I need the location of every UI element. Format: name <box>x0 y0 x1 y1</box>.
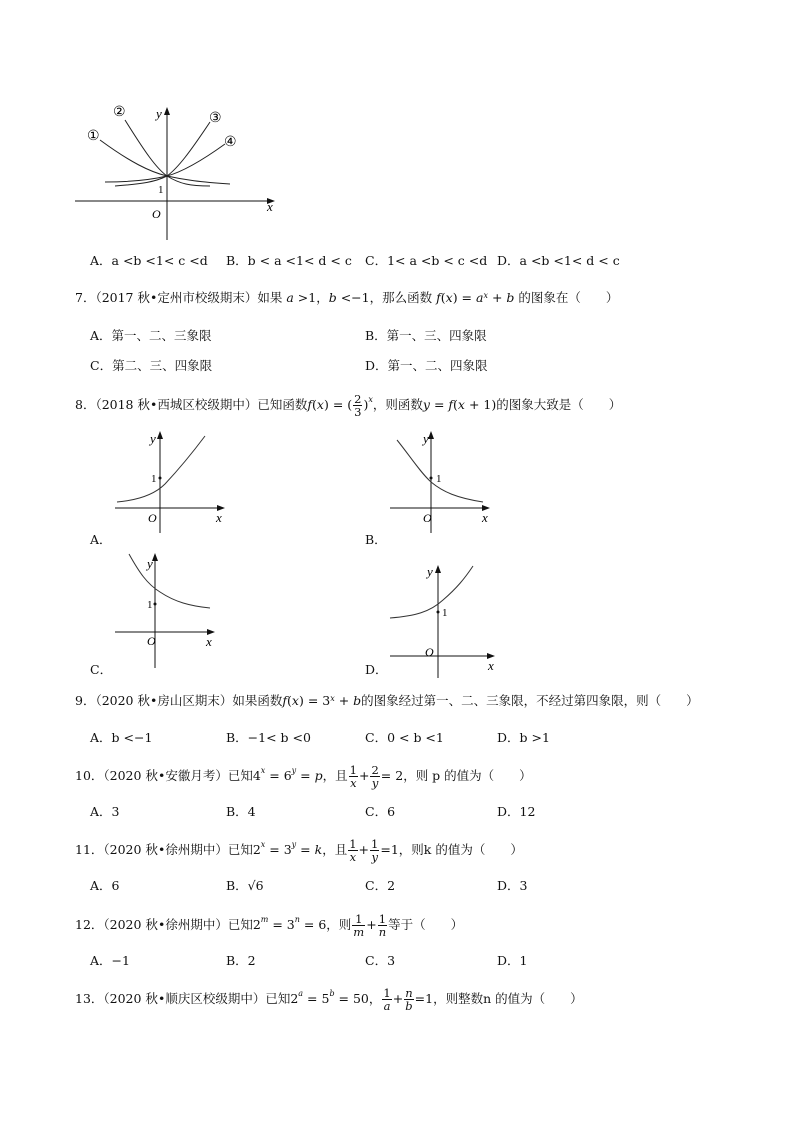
q8d-axis-x: x <box>488 658 494 673</box>
q12-stem-prefix: 12．（2020 秋•徐州期中）已知 <box>75 917 253 932</box>
q6-option-c[interactable]: C．1< a <b < c <d <box>365 253 488 268</box>
q9-stem-prefix: 9．（2020 秋•房山区期末）如果函数 <box>75 693 283 708</box>
q10-stem-suffix: ，则 p 的值为（ ） <box>403 768 532 783</box>
q11-option-b[interactable]: B．√6 <box>226 878 264 893</box>
axis-y-label: y <box>156 106 162 121</box>
q10-option-a[interactable]: A．3 <box>90 804 120 819</box>
q6-option-a[interactable]: A．a <b <1< c <d <box>90 253 208 268</box>
q13-stem: 13．（2020 秋•顺庆区校级期中）已知$2^a = 5^b = 50$， $\frac{1}{a}$ + $\frac{n}{b}$ =1，则整数n 的值为（ ） <box>75 986 583 1013</box>
q8-label-a[interactable]: A． <box>90 532 112 547</box>
q10-option-b[interactable]: B．4 <box>226 804 256 819</box>
q12-option-a[interactable]: A．−1 <box>90 953 130 968</box>
q12-stem-suffix: 等于（ ） <box>388 917 464 932</box>
q8-graph-c <box>105 548 225 668</box>
q10-option-c[interactable]: C．6 <box>365 804 396 819</box>
q8a-axis-x: x <box>216 510 222 525</box>
q10-stem-prefix: 10．（2020 秋•安徽月考）已知 <box>75 768 253 783</box>
q8d-axis-y: y <box>427 564 433 579</box>
q9-option-a[interactable]: A．b <−1 <box>90 730 153 745</box>
q7-option-c[interactable]: C．第二、三、四象限 <box>90 358 213 373</box>
q8a-origin: O <box>148 511 157 525</box>
q7-option-a[interactable]: A．第一、二、三象限 <box>90 328 212 343</box>
q8b-axis-x: x <box>482 510 488 525</box>
q6-option-b[interactable]: B．b < a <1< d < c <box>226 253 352 268</box>
q6-graph <box>70 100 285 245</box>
q9-stem-suffix: 的图象经过第一、二、三象限，不经过第四象限，则（ ） <box>361 693 699 708</box>
q8-label-b[interactable]: B． <box>365 532 387 547</box>
q8d-tick-one: 1 <box>442 607 448 619</box>
q8-stem-prefix: 8．（2018 秋•西城区校级期中）已知函数 <box>75 397 308 412</box>
q11-stem-prefix: 11．（2020 秋•徐州期中）已知 <box>75 842 253 857</box>
q8a-tick-one: 1 <box>151 473 157 485</box>
q8-frac-num: 2 <box>354 392 362 406</box>
q8c-axis-x: x <box>206 634 212 649</box>
q10-option-d[interactable]: D．12 <box>497 804 536 819</box>
q8-graph-d <box>385 560 505 680</box>
q12-stem-mid: ，则 <box>326 917 352 932</box>
q8-stem: 8．（2018 秋•西城区校级期中）已知函数f(x) = ( $\frac{2}{3}$ )$^x$，则函数y = f(x + 1)的图象大致是（ ） <box>75 392 622 419</box>
q8a-axis-y: y <box>150 431 156 446</box>
q8c-axis-y: y <box>147 556 153 571</box>
q7-option-d[interactable]: D．第一、二、四象限 <box>365 358 488 373</box>
q6-option-d[interactable]: D．a <b <1< d < c <box>497 253 620 268</box>
curve-label-3: ③ <box>209 111 222 126</box>
curve-label-2: ② <box>113 105 126 120</box>
curve-label-1: ① <box>87 129 100 144</box>
tick-one-label: 1 <box>158 184 164 196</box>
q9-stem: 9．（2020 秋•房山区期末）如果函数$f(x) = 3^x + b$的图象经过第一、二、三象限，不经过第四象限，则（ ） <box>75 693 699 708</box>
q8b-origin: O <box>423 511 432 525</box>
origin-label: O <box>152 207 161 221</box>
q9-option-c[interactable]: C．0 < b <1 <box>365 730 444 745</box>
q11-stem: 11．（2020 秋•徐州期中）已知$2^x = 3^y = k$，且 $\frac{1}{x}$ + $\frac{1}{y}$ =1，则k 的值为（ ） <box>75 837 523 864</box>
q10-stem: 10．（2020 秋•安徽月考）已知$4^x = 6^y = p$，且 $\frac{1}{x}$ + $\frac{2}{y}$ = 2，则 p 的值为（ ） <box>75 763 532 790</box>
q8c-origin: O <box>147 634 156 648</box>
axis-x-label: x <box>267 199 273 214</box>
q7-stem-prefix: 7．（2017 秋•定州市校级期末）如果 <box>75 290 283 305</box>
q12-stem: 12．（2020 秋•徐州期中）已知$2^m = 3^n = 6$，则 $\frac{1}{m}$ + $\frac{1}{n}$ 等于（ ） <box>75 912 464 939</box>
q11-option-d[interactable]: D．3 <box>497 878 528 893</box>
q8b-axis-y: y <box>423 431 429 446</box>
q8b-tick-one: 1 <box>436 473 442 485</box>
q9-option-b[interactable]: B．−1< b <0 <box>226 730 311 745</box>
q8-frac-den: 3 <box>354 405 362 419</box>
q11-stem-suffix: ，则k 的值为（ ） <box>398 842 523 857</box>
q7-option-b[interactable]: B．第一、三、四象限 <box>365 328 487 343</box>
q12-option-b[interactable]: B．2 <box>226 953 256 968</box>
q11-option-c[interactable]: C．2 <box>365 878 396 893</box>
q8-graph-a <box>105 428 235 538</box>
q10-stem-mid: ，且 <box>322 768 348 783</box>
q12-option-c[interactable]: C．3 <box>365 953 396 968</box>
q8c-tick-one: 1 <box>147 599 153 611</box>
q13-stem-mid: ， <box>368 991 382 1006</box>
q8-label-c[interactable]: C． <box>90 662 113 677</box>
q9-option-d[interactable]: D．b >1 <box>497 730 550 745</box>
q11-option-a[interactable]: A．6 <box>90 878 120 893</box>
q8-stem-suffix: 的图象大致是（ ） <box>496 397 622 412</box>
curve-label-4: ④ <box>224 135 237 150</box>
q8d-origin: O <box>425 645 434 659</box>
q8-graph-b <box>385 428 505 538</box>
q8-stem-mid: ，则函数 <box>372 397 423 412</box>
q13-stem-suffix: ，则整数n 的值为（ ） <box>433 991 583 1006</box>
q11-stem-mid: ，且 <box>322 842 348 857</box>
q13-stem-prefix: 13．（2020 秋•顺庆区校级期中）已知 <box>75 991 291 1006</box>
q12-option-d[interactable]: D．1 <box>497 953 528 968</box>
q7-stem: 7．（2017 秋•定州市校级期末）如果 a >1，b <−1，那么函数 $f(x) = a^x + b$ 的图象在（ ） <box>75 290 619 305</box>
q8-label-d[interactable]: D． <box>365 662 388 677</box>
